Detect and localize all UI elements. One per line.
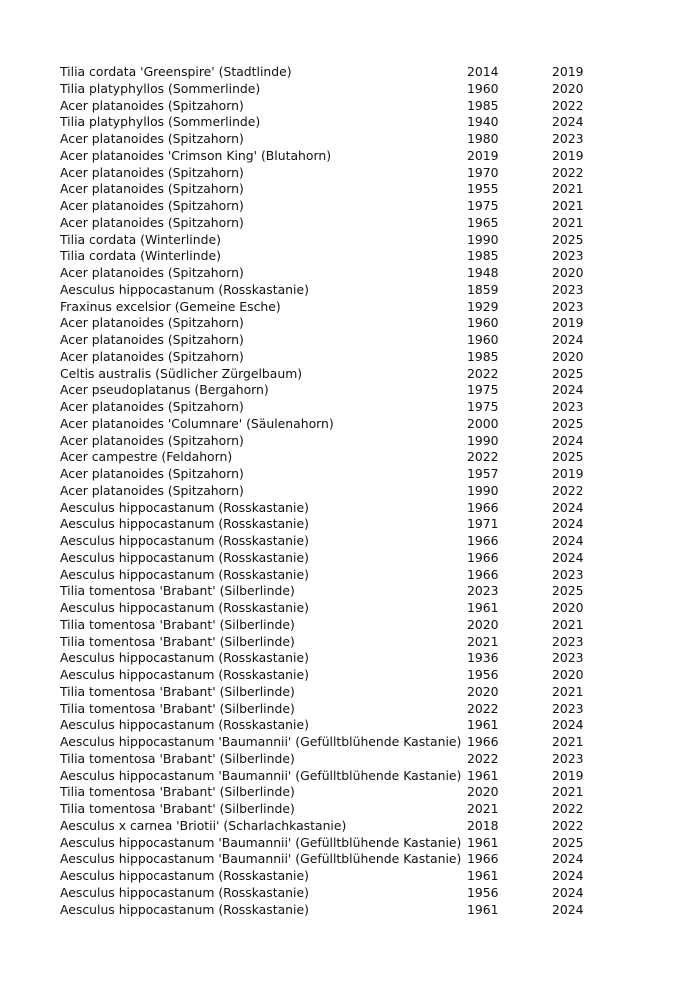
year-b-cell: 2023 — [552, 700, 584, 716]
species-cell: Tilia platyphyllos (Sommerlinde) — [60, 114, 261, 130]
table-row — [60, 684, 620, 701]
year-a-cell: 1985 — [467, 248, 499, 264]
table-row — [60, 433, 620, 450]
table-row — [60, 751, 620, 768]
table-row — [60, 248, 620, 265]
table-row — [60, 114, 620, 131]
year-b-cell: 2022 — [552, 801, 584, 816]
tree-rows — [60, 64, 620, 918]
year-b-cell: 2024 — [552, 516, 584, 532]
species-cell: Acer platanoides (Spitzahorn) — [60, 214, 244, 230]
species-cell: Aesculus hippocastanum (Rosskastanie) — [60, 868, 309, 883]
species-cell: Aesculus x carnea 'Briotii' (Scharlachkastanie) — [60, 817, 347, 833]
species-cell: Acer platanoides (Spitzahorn) — [60, 131, 244, 146]
table-row — [60, 885, 620, 902]
year-b-cell: 2022 — [552, 164, 584, 180]
year-a-cell: 1929 — [467, 298, 499, 314]
year-b-cell: 2019 — [552, 466, 584, 481]
species-cell: Tilia cordata (Winterlinde) — [60, 231, 221, 247]
year-a-cell: 1961 — [467, 901, 499, 917]
year-a-cell: 1975 — [467, 382, 499, 398]
year-a-cell: 1961 — [467, 717, 499, 733]
year-a-cell: 1961 — [467, 767, 499, 783]
species-cell: Acer platanoides (Spitzahorn) — [60, 181, 244, 197]
year-b-cell: 2023 — [552, 650, 584, 666]
species-cell: Aesculus hippocastanum (Rosskastanie) — [60, 281, 309, 297]
species-cell: Acer platanoides 'Crimson King' (Blutahorn) — [60, 147, 332, 163]
year-a-cell: 1956 — [467, 884, 499, 900]
year-a-cell: 1961 — [467, 868, 499, 883]
table-row — [60, 366, 620, 383]
species-cell: Acer platanoides (Spitzahorn) — [60, 198, 244, 213]
species-cell: Acer platanoides (Spitzahorn) — [60, 332, 244, 347]
year-b-cell: 2020 — [552, 348, 584, 364]
year-a-cell: 1966 — [467, 549, 499, 565]
species-cell: Acer platanoides (Spitzahorn) — [60, 432, 244, 448]
table-row — [60, 550, 620, 567]
table-row — [60, 232, 620, 249]
year-a-cell: 2018 — [467, 817, 499, 833]
species-cell: Tilia tomentosa 'Brabant' (Silberlinde) — [60, 683, 295, 699]
table-row — [60, 500, 620, 517]
table-row — [60, 215, 620, 232]
species-cell: Aesculus hippocastanum (Rosskastanie) — [60, 499, 309, 515]
year-a-cell: 1961 — [467, 834, 499, 850]
year-a-cell: 2022 — [467, 365, 499, 381]
year-a-cell: 1966 — [467, 566, 499, 582]
species-cell: Tilia platyphyllos (Sommerlinde) — [60, 80, 261, 96]
year-a-cell: 1948 — [467, 265, 499, 280]
species-cell: Tilia tomentosa 'Brabant' (Silberlinde) — [60, 784, 295, 800]
year-b-cell: 2025 — [552, 365, 584, 381]
species-cell: Aesculus hippocastanum (Rosskastanie) — [60, 516, 309, 532]
table-row — [60, 617, 620, 634]
species-cell: Tilia tomentosa 'Brabant' (Silberlinde) — [60, 583, 295, 599]
year-a-cell: 2022 — [467, 750, 499, 766]
year-b-cell: 2019 — [552, 147, 584, 163]
table-row — [60, 265, 620, 282]
table-row — [60, 868, 620, 885]
species-cell: Tilia tomentosa 'Brabant' (Silberlinde) — [60, 801, 295, 816]
year-a-cell: 2014 — [467, 64, 499, 79]
year-a-cell: 2020 — [467, 616, 499, 632]
year-a-cell: 1980 — [467, 131, 499, 146]
year-b-cell: 2020 — [552, 600, 584, 615]
table-row — [60, 634, 620, 651]
table-row — [60, 449, 620, 466]
year-b-cell: 2019 — [552, 315, 584, 331]
species-cell: Acer pseudoplatanus (Bergahorn) — [60, 382, 269, 398]
year-a-cell: 1966 — [467, 851, 499, 867]
year-a-cell: 1990 — [467, 432, 499, 448]
table-row — [60, 667, 620, 684]
table-row — [60, 165, 620, 182]
species-cell: Aesculus hippocastanum 'Baumannii' (Gefülltblühende Kastanie) — [60, 851, 462, 867]
species-cell: Acer platanoides (Spitzahorn) — [60, 348, 244, 364]
species-cell: Fraxinus excelsior (Gemeine Esche) — [60, 298, 281, 314]
table-row — [60, 416, 620, 433]
year-a-cell: 1985 — [467, 97, 499, 113]
year-b-cell: 2025 — [552, 834, 584, 850]
table-row — [60, 600, 620, 617]
year-b-cell: 2023 — [552, 131, 584, 146]
year-b-cell: 2023 — [552, 248, 584, 264]
year-a-cell: 1940 — [467, 114, 499, 130]
year-b-cell: 2021 — [552, 683, 584, 699]
year-b-cell: 2024 — [552, 901, 584, 917]
year-b-cell: 2022 — [552, 817, 584, 833]
species-cell: Acer platanoides (Spitzahorn) — [60, 399, 244, 414]
year-a-cell: 1936 — [467, 650, 499, 666]
year-b-cell: 2023 — [552, 566, 584, 582]
year-b-cell: 2024 — [552, 114, 584, 130]
table-row — [60, 768, 620, 785]
species-cell: Aesculus hippocastanum (Rosskastanie) — [60, 549, 309, 565]
species-cell: Tilia tomentosa 'Brabant' (Silberlinde) — [60, 616, 295, 632]
species-cell: Acer platanoides (Spitzahorn) — [60, 164, 244, 180]
year-a-cell: 1990 — [467, 482, 499, 498]
species-cell: Acer platanoides (Spitzahorn) — [60, 466, 244, 481]
year-b-cell: 2021 — [552, 214, 584, 230]
species-cell: Tilia cordata 'Greenspire' (Stadtlinde) — [60, 64, 292, 79]
year-a-cell: 2021 — [467, 801, 499, 816]
year-b-cell: 2024 — [552, 549, 584, 565]
year-a-cell: 2000 — [467, 415, 499, 431]
year-a-cell: 1966 — [467, 734, 499, 749]
table-row — [60, 533, 620, 550]
species-cell: Aesculus hippocastanum 'Baumannii' (Gefülltblühende Kastanie) — [60, 734, 462, 749]
table-row — [60, 801, 620, 818]
year-a-cell: 1966 — [467, 499, 499, 515]
year-a-cell: 2020 — [467, 784, 499, 800]
table-row — [60, 98, 620, 115]
table-row — [60, 567, 620, 584]
year-b-cell: 2022 — [552, 97, 584, 113]
species-cell: Acer campestre (Feldahorn) — [60, 449, 233, 465]
year-b-cell: 2020 — [552, 265, 584, 280]
year-a-cell: 1955 — [467, 181, 499, 197]
species-cell: Aesculus hippocastanum (Rosskastanie) — [60, 901, 309, 917]
year-b-cell: 2021 — [552, 616, 584, 632]
year-a-cell: 1960 — [467, 80, 499, 96]
year-a-cell: 1859 — [467, 281, 499, 297]
year-b-cell: 2021 — [552, 181, 584, 197]
table-row — [60, 315, 620, 332]
table-row — [60, 399, 620, 416]
year-a-cell: 2021 — [467, 633, 499, 649]
species-cell: Aesculus hippocastanum (Rosskastanie) — [60, 667, 309, 682]
year-b-cell: 2024 — [552, 533, 584, 548]
year-a-cell: 1985 — [467, 348, 499, 364]
year-a-cell: 2023 — [467, 583, 499, 599]
table-row — [60, 851, 620, 868]
year-a-cell: 1956 — [467, 667, 499, 682]
table-row — [60, 382, 620, 399]
year-b-cell: 2021 — [552, 734, 584, 749]
year-b-cell: 2024 — [552, 499, 584, 515]
year-b-cell: 2023 — [552, 633, 584, 649]
year-b-cell: 2021 — [552, 784, 584, 800]
year-b-cell: 2023 — [552, 298, 584, 314]
year-b-cell: 2024 — [552, 432, 584, 448]
year-a-cell: 2020 — [467, 683, 499, 699]
species-cell: Acer platanoides (Spitzahorn) — [60, 265, 244, 280]
species-cell: Aesculus hippocastanum (Rosskastanie) — [60, 650, 309, 666]
year-b-cell: 2024 — [552, 382, 584, 398]
table-row — [60, 332, 620, 349]
table-row — [60, 701, 620, 718]
species-cell: Aesculus hippocastanum (Rosskastanie) — [60, 884, 309, 900]
table-row — [60, 902, 620, 919]
year-b-cell: 2024 — [552, 851, 584, 867]
table-row — [60, 583, 620, 600]
table-row — [60, 784, 620, 801]
year-b-cell: 2023 — [552, 281, 584, 297]
table-row — [60, 466, 620, 483]
year-b-cell: 2024 — [552, 717, 584, 733]
species-cell: Acer platanoides (Spitzahorn) — [60, 97, 244, 113]
year-b-cell: 2024 — [552, 332, 584, 347]
table-row — [60, 282, 620, 299]
year-a-cell: 2022 — [467, 449, 499, 465]
species-cell: Aesculus hippocastanum (Rosskastanie) — [60, 566, 309, 582]
year-b-cell: 2023 — [552, 399, 584, 414]
species-cell: Aesculus hippocastanum 'Baumannii' (Gefülltblühende Kastanie) — [60, 767, 462, 783]
year-a-cell: 1971 — [467, 516, 499, 532]
table-row — [60, 349, 620, 366]
year-a-cell: 1957 — [467, 466, 499, 481]
year-b-cell: 2020 — [552, 80, 584, 96]
species-cell: Celtis australis (Südlicher Zürgelbaum) — [60, 365, 303, 381]
year-a-cell: 1966 — [467, 533, 499, 548]
year-b-cell: 2019 — [552, 64, 584, 79]
year-b-cell: 2021 — [552, 198, 584, 213]
year-b-cell: 2025 — [552, 231, 584, 247]
table-row — [60, 483, 620, 500]
table-row — [60, 516, 620, 533]
year-b-cell: 2020 — [552, 667, 584, 682]
species-cell: Tilia cordata (Winterlinde) — [60, 248, 221, 264]
species-cell: Tilia tomentosa 'Brabant' (Silberlinde) — [60, 700, 295, 716]
species-cell: Aesculus hippocastanum (Rosskastanie) — [60, 533, 309, 548]
tree-table — [60, 64, 620, 918]
year-a-cell: 2019 — [467, 147, 499, 163]
species-cell: Acer platanoides (Spitzahorn) — [60, 482, 244, 498]
table-row — [60, 64, 620, 81]
table-row — [60, 299, 620, 316]
table-row — [60, 131, 620, 148]
year-a-cell: 1970 — [467, 164, 499, 180]
year-b-cell: 2022 — [552, 482, 584, 498]
species-cell: Tilia tomentosa 'Brabant' (Silberlinde) — [60, 750, 295, 766]
table-row — [60, 717, 620, 734]
table-row — [60, 818, 620, 835]
year-a-cell: 1975 — [467, 198, 499, 213]
year-b-cell: 2024 — [552, 884, 584, 900]
species-cell: Aesculus hippocastanum (Rosskastanie) — [60, 717, 309, 733]
table-row — [60, 181, 620, 198]
year-b-cell: 2019 — [552, 767, 584, 783]
table-row — [60, 81, 620, 98]
species-cell: Aesculus hippocastanum (Rosskastanie) — [60, 600, 309, 615]
species-cell: Tilia tomentosa 'Brabant' (Silberlinde) — [60, 633, 295, 649]
table-row — [60, 198, 620, 215]
year-a-cell: 1961 — [467, 600, 499, 615]
year-a-cell: 1965 — [467, 214, 499, 230]
species-cell: Acer platanoides (Spitzahorn) — [60, 315, 244, 331]
table-row — [60, 650, 620, 667]
table-row — [60, 148, 620, 165]
year-b-cell: 2025 — [552, 415, 584, 431]
table-row — [60, 734, 620, 751]
year-b-cell: 2025 — [552, 583, 584, 599]
year-b-cell: 2023 — [552, 750, 584, 766]
year-b-cell: 2025 — [552, 449, 584, 465]
year-a-cell: 1990 — [467, 231, 499, 247]
species-cell: Aesculus hippocastanum 'Baumannii' (Gefülltblühende Kastanie) — [60, 834, 462, 850]
table-row — [60, 835, 620, 852]
species-cell: Acer platanoides 'Columnare' (Säulenahorn) — [60, 415, 334, 431]
year-a-cell: 1975 — [467, 399, 499, 414]
year-b-cell: 2024 — [552, 868, 584, 883]
year-a-cell: 2022 — [467, 700, 499, 716]
year-a-cell: 1960 — [467, 332, 499, 347]
year-a-cell: 1960 — [467, 315, 499, 331]
